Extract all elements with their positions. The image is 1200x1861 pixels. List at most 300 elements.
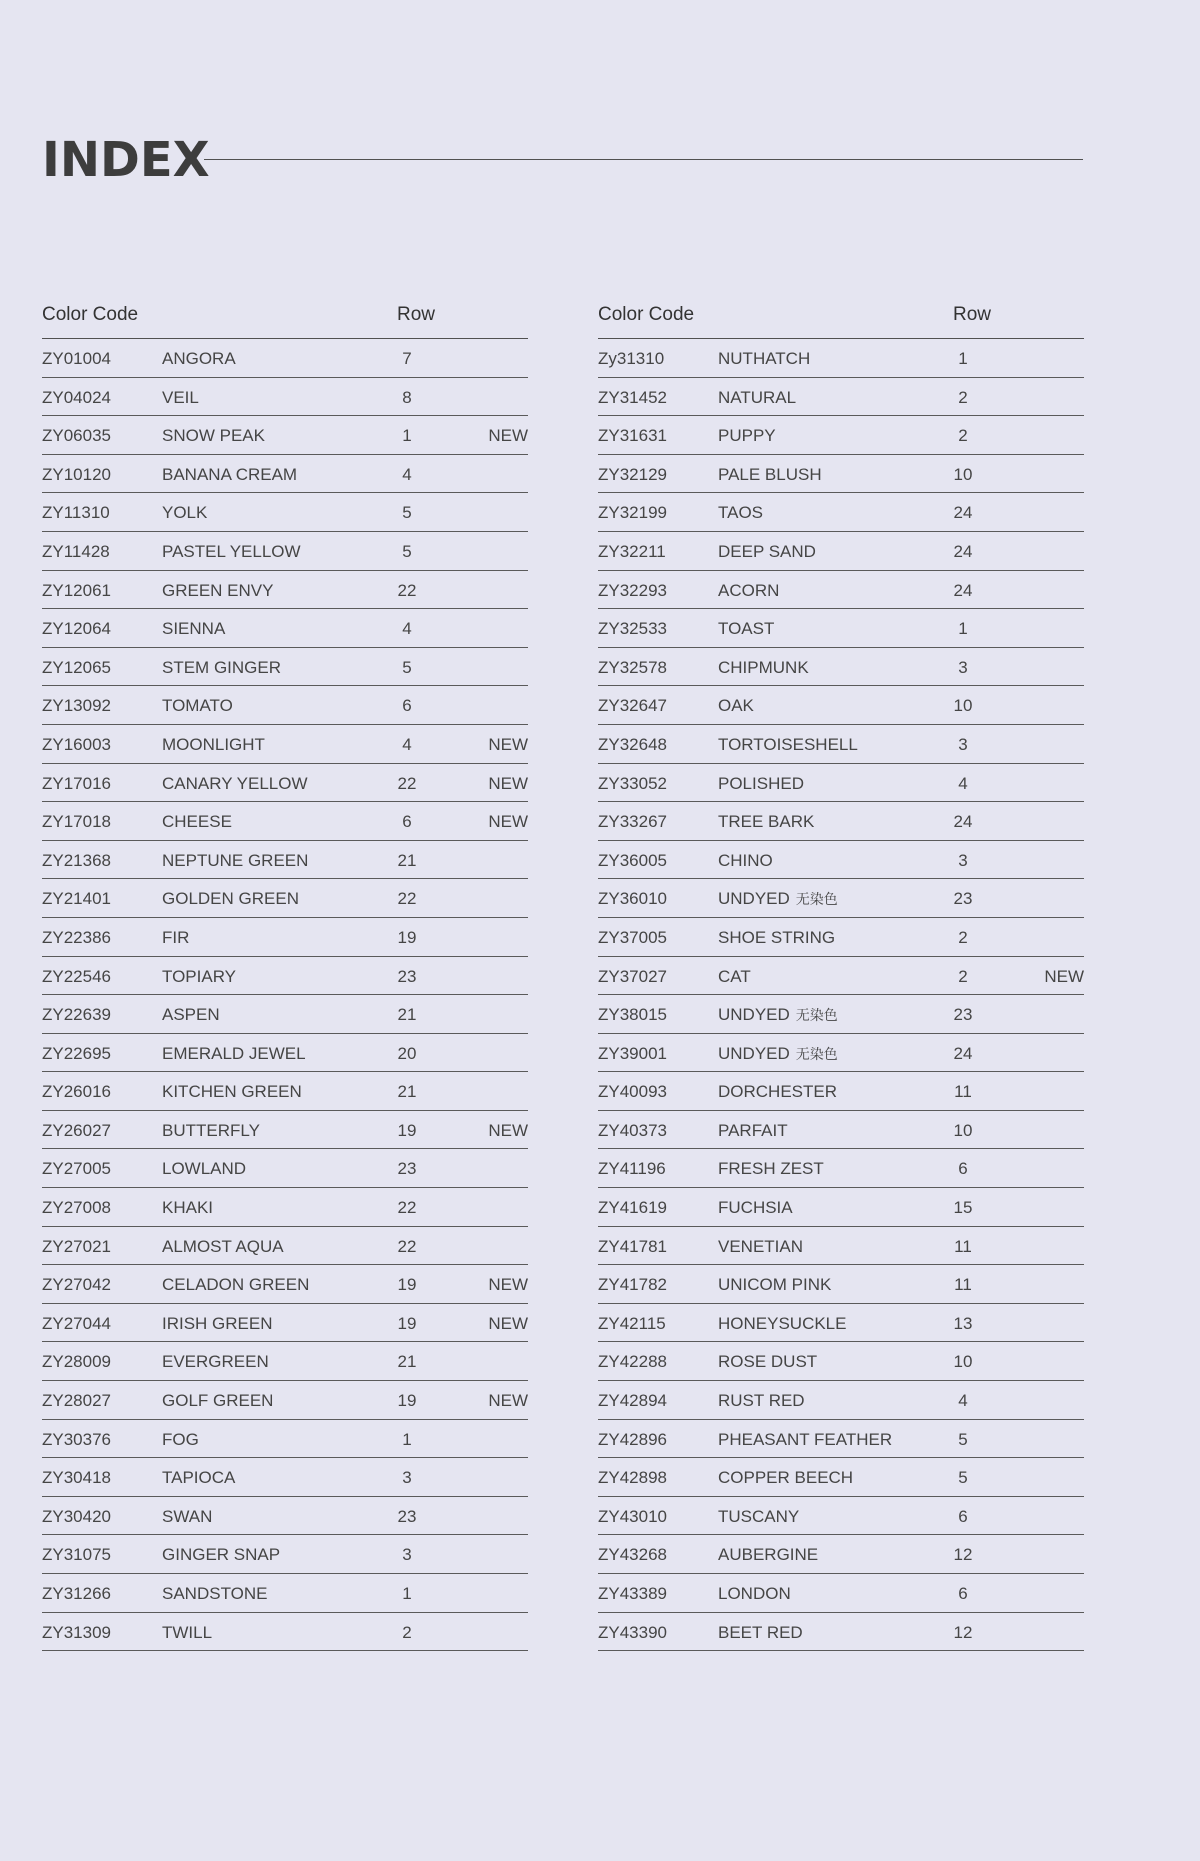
color-name-cell <box>162 696 233 716</box>
table-row <box>42 841 528 880</box>
table-row <box>42 1342 528 1381</box>
color-name-cell <box>718 1198 793 1218</box>
color-code: ZY32648 <box>598 734 667 754</box>
color-name: BEET RED <box>718 1622 803 1642</box>
color-code: ZY27005 <box>42 1159 111 1179</box>
color-name-cell <box>162 735 265 755</box>
row-number: 19 <box>397 1275 417 1295</box>
color-name: TUSCANY <box>718 1506 800 1526</box>
table-row <box>42 957 528 996</box>
table-row <box>598 686 1084 725</box>
row-number: 10 <box>953 696 973 716</box>
row-number: 21 <box>397 1005 417 1025</box>
color-code: ZY42288 <box>598 1352 667 1372</box>
color-code: ZY27042 <box>42 1275 111 1295</box>
table-row <box>598 416 1084 455</box>
color-name: BANANA CREAM <box>162 464 298 484</box>
color-name: ACORN <box>718 580 780 600</box>
color-code: ZY31075 <box>42 1545 111 1565</box>
color-name-cell <box>718 542 816 562</box>
color-code: ZY21368 <box>42 850 111 870</box>
table-row <box>42 764 528 803</box>
color-name-cell <box>162 889 299 909</box>
row-number: 4 <box>402 734 412 754</box>
row-number: 1 <box>402 1584 412 1603</box>
color-name-cell <box>162 812 232 832</box>
table-row <box>598 609 1084 648</box>
index-table-right <box>598 296 1084 1651</box>
table-row <box>42 1149 528 1188</box>
color-name-cell <box>162 619 225 639</box>
color-name-cell <box>718 774 804 794</box>
color-name: LONDON <box>718 1584 791 1603</box>
table-row <box>598 1535 1084 1574</box>
color-name: STEM GINGER <box>162 657 282 677</box>
color-name: DEEP SAND <box>718 541 816 561</box>
color-name: HONEYSUCKLE <box>718 1313 847 1333</box>
table-row <box>598 725 1084 764</box>
color-name-cell <box>162 1430 199 1450</box>
color-code: ZY31631 <box>598 426 667 446</box>
color-code: ZY31266 <box>42 1584 111 1603</box>
table-row <box>598 378 1084 417</box>
color-code: ZY06035 <box>42 426 111 446</box>
color-name: YOLK <box>162 503 208 523</box>
color-name: EVERGREEN <box>162 1352 269 1372</box>
color-name-cell <box>718 1507 799 1527</box>
color-name: PALE BLUSH <box>718 464 822 484</box>
color-code: ZY32211 <box>598 541 666 561</box>
color-name: SIENNA <box>162 619 226 639</box>
color-code: ZY10120 <box>42 464 111 484</box>
color-name: SWAN <box>162 1506 213 1526</box>
color-name-cell <box>718 696 754 716</box>
color-name-cell <box>718 426 776 446</box>
table-row <box>42 1535 528 1574</box>
color-name: ALMOST AQUA <box>162 1236 284 1256</box>
color-name: SNOW PEAK <box>162 426 265 446</box>
color-name: COPPER BEECH <box>718 1468 854 1488</box>
table-row <box>42 686 528 725</box>
color-name: FUCHSIA <box>718 1198 793 1218</box>
table-row <box>42 995 528 1034</box>
color-code: ZY38015 <box>598 1005 667 1025</box>
row-number: 23 <box>397 1159 417 1179</box>
color-name-cell <box>718 967 751 987</box>
table-row <box>598 841 1084 880</box>
row-number: 11 <box>954 1082 972 1102</box>
row-number: 23 <box>397 966 417 986</box>
row-number: 3 <box>402 1468 412 1488</box>
row-number: 12 <box>953 1545 973 1565</box>
color-code: ZY41782 <box>598 1275 667 1295</box>
color-name: AUBERGINE <box>718 1545 819 1565</box>
color-name-cell <box>718 1391 805 1411</box>
table-row <box>42 416 528 455</box>
color-name-cell <box>718 735 858 755</box>
color-name: FRESH ZEST <box>718 1159 824 1179</box>
table-body <box>42 339 528 1651</box>
table-row <box>42 1265 528 1304</box>
table-row <box>42 1574 528 1613</box>
color-code: ZY41781 <box>598 1236 667 1256</box>
row-number: 3 <box>958 850 968 870</box>
table-body <box>598 339 1084 1651</box>
table-row <box>42 802 528 841</box>
title-rule <box>204 159 1083 160</box>
color-name-cell <box>718 1275 831 1295</box>
color-code: ZY12065 <box>42 657 111 677</box>
color-name-cell <box>718 619 774 639</box>
row-number: 19 <box>397 1120 417 1140</box>
new-badge: NEW <box>1044 966 1084 986</box>
color-name-cell <box>718 658 809 678</box>
row-number: 24 <box>953 580 973 600</box>
color-code: ZY43010 <box>598 1506 667 1526</box>
new-badge: NEW <box>488 1120 528 1140</box>
color-name-cell <box>162 928 189 948</box>
row-number: 19 <box>397 1313 417 1333</box>
color-name: TORTOISESHELL <box>718 734 858 754</box>
color-name-cell <box>162 774 308 794</box>
row-number: 6 <box>402 696 412 716</box>
color-name-cell <box>162 1044 306 1064</box>
color-name: POLISHED <box>718 773 804 793</box>
table-row <box>598 648 1084 687</box>
row-number: 20 <box>397 1043 417 1063</box>
color-name: PHEASANT FEATHER <box>718 1429 893 1449</box>
new-badge: NEW <box>488 1313 528 1333</box>
color-name: SANDSTONE <box>162 1584 268 1603</box>
color-name-cell <box>718 1237 803 1257</box>
table-row <box>598 995 1084 1034</box>
color-name: KHAKI <box>162 1198 214 1218</box>
color-code: ZY43268 <box>598 1545 667 1565</box>
row-number: 15 <box>953 1198 973 1218</box>
table-row <box>598 1227 1084 1266</box>
row-number: 23 <box>953 889 973 909</box>
header-color-code: Color Code <box>598 304 695 325</box>
color-name: NEPTUNE GREEN <box>162 850 309 870</box>
color-name-cell <box>718 1121 788 1141</box>
color-name-cell <box>718 1005 838 1025</box>
row-number: 5 <box>958 1468 968 1488</box>
row-number: 13 <box>953 1313 973 1333</box>
color-code: ZY42898 <box>598 1468 667 1488</box>
color-code: ZY22546 <box>42 966 111 986</box>
color-code: ZY42894 <box>598 1391 667 1411</box>
table-row <box>42 1304 528 1343</box>
new-badge: NEW <box>488 734 528 754</box>
table-row <box>42 532 528 571</box>
row-number: 3 <box>958 657 968 677</box>
color-name-cell <box>162 465 297 485</box>
color-code: ZY41619 <box>598 1198 667 1218</box>
color-name-cell <box>162 503 207 523</box>
color-code: ZY12064 <box>42 619 111 639</box>
color-code: ZY37005 <box>598 927 667 947</box>
table-row <box>42 339 528 378</box>
row-number: 22 <box>397 1198 417 1218</box>
table-row <box>598 1149 1084 1188</box>
color-name-cell <box>718 388 796 408</box>
color-code: ZY28009 <box>42 1352 111 1372</box>
color-code: ZY32578 <box>598 657 667 677</box>
color-name: TAPIOCA <box>162 1468 236 1488</box>
color-name: TOAST <box>718 619 775 639</box>
new-badge: NEW <box>488 773 528 793</box>
color-name-cell <box>162 1545 280 1565</box>
table-row <box>42 1497 528 1536</box>
color-name: PASTEL YELLOW <box>162 541 301 561</box>
color-name: SHOE STRING <box>718 927 836 947</box>
page-title: INDEX <box>42 132 210 188</box>
table-row <box>42 1111 528 1150</box>
table-row <box>598 802 1084 841</box>
table-row <box>42 1188 528 1227</box>
color-name: TOMATO <box>162 696 233 716</box>
color-name: KITCHEN GREEN <box>162 1082 302 1102</box>
table-row <box>598 764 1084 803</box>
row-number: 5 <box>402 657 412 677</box>
color-name: NATURAL <box>718 387 797 407</box>
color-name: LOWLAND <box>162 1159 247 1179</box>
table-row <box>598 1111 1084 1150</box>
table-row <box>42 918 528 957</box>
table-row <box>42 493 528 532</box>
table-row <box>598 1420 1084 1459</box>
row-number: 3 <box>958 734 968 754</box>
color-code: ZY33052 <box>598 773 667 793</box>
color-name-cell <box>162 1314 273 1334</box>
color-name: IRISH GREEN <box>162 1313 273 1333</box>
color-name-cell <box>718 503 763 523</box>
row-number: 19 <box>397 927 417 947</box>
color-name-cell <box>162 542 301 562</box>
new-badge: NEW <box>488 812 528 832</box>
color-name-cell <box>162 581 273 601</box>
table-header <box>42 296 528 339</box>
table-row <box>598 1034 1084 1073</box>
color-name: TREE BARK <box>718 812 815 832</box>
new-badge: NEW <box>488 1391 528 1411</box>
color-code: ZY42896 <box>598 1429 667 1449</box>
color-code: ZY04024 <box>42 387 111 407</box>
row-number: 4 <box>402 619 412 639</box>
color-name: TAOS <box>718 503 764 523</box>
color-name-cell <box>162 1623 212 1643</box>
row-number: 5 <box>958 1429 968 1449</box>
color-name-cell <box>162 349 236 369</box>
table-row <box>598 493 1084 532</box>
table-row <box>42 1458 528 1497</box>
color-name-cell <box>718 349 810 369</box>
row-number: 6 <box>958 1506 968 1526</box>
color-name-cell <box>718 889 838 909</box>
new-badge: NEW <box>488 1275 528 1295</box>
color-name-cell <box>718 1545 818 1565</box>
row-number: 19 <box>397 1391 417 1411</box>
color-name-cell <box>718 465 822 485</box>
row-number: 10 <box>953 1120 973 1140</box>
table-row <box>598 1304 1084 1343</box>
table-row <box>42 1381 528 1420</box>
color-name-cell <box>718 1082 837 1102</box>
color-name-cell <box>718 1584 791 1604</box>
row-number: 7 <box>402 349 412 368</box>
color-code: ZY31452 <box>598 387 667 407</box>
color-code: ZY17018 <box>42 812 111 832</box>
color-code: ZY40373 <box>598 1120 667 1140</box>
color-name: PARFAIT <box>718 1120 788 1140</box>
color-name: CAT <box>718 966 751 986</box>
color-code: ZY41196 <box>598 1159 666 1179</box>
color-name: NUTHATCH <box>718 349 811 368</box>
color-name-cell <box>162 658 281 678</box>
row-number: 21 <box>397 850 417 870</box>
row-number: 8 <box>402 387 412 407</box>
row-number: 6 <box>402 812 412 832</box>
color-name: PUPPY <box>718 426 776 446</box>
color-name: EMERALD JEWEL <box>162 1043 306 1063</box>
color-code: ZY22695 <box>42 1043 111 1063</box>
color-name-chinese: 无染色 <box>795 1007 838 1024</box>
row-number: 2 <box>402 1622 412 1642</box>
color-code: ZY21401 <box>42 889 111 909</box>
row-number: 4 <box>958 773 968 793</box>
color-name-cell <box>718 928 835 948</box>
color-name: ASPEN <box>162 1005 220 1025</box>
color-code: ZY30376 <box>42 1429 111 1449</box>
row-number: 5 <box>402 541 412 561</box>
table-row <box>598 1613 1084 1652</box>
row-number: 6 <box>958 1159 968 1179</box>
color-name-cell <box>162 1082 302 1102</box>
color-code: ZY43389 <box>598 1584 667 1603</box>
color-name: MOONLIGHT <box>162 734 265 754</box>
table-row <box>42 1227 528 1266</box>
table-row <box>598 1265 1084 1304</box>
color-code: ZY17016 <box>42 773 111 793</box>
color-name-cell <box>162 1275 309 1295</box>
row-number: 12 <box>953 1622 973 1642</box>
row-number: 24 <box>953 541 973 561</box>
color-name: GOLF GREEN <box>162 1391 274 1411</box>
color-name: BUTTERFLY <box>162 1120 260 1140</box>
color-code: ZY32199 <box>598 503 667 523</box>
color-code: ZY32129 <box>598 464 667 484</box>
row-number: 1 <box>958 619 968 639</box>
color-name: CANARY YELLOW <box>162 773 308 793</box>
row-number: 11 <box>954 1236 972 1256</box>
table-row <box>42 571 528 610</box>
index-table-left <box>42 296 528 1651</box>
table-row <box>598 1458 1084 1497</box>
color-code: ZY27044 <box>42 1313 111 1333</box>
color-name: ANGORA <box>162 349 236 368</box>
color-name-cell <box>718 1430 892 1450</box>
row-number: 24 <box>953 1043 973 1063</box>
color-name-cell <box>162 1121 260 1141</box>
color-code: ZY16003 <box>42 734 111 754</box>
color-name: CHEESE <box>162 812 232 832</box>
color-code: ZY11428 <box>42 541 110 561</box>
color-name: TOPIARY <box>162 966 237 986</box>
color-name-cell <box>162 1391 273 1411</box>
color-name-chinese: 无染色 <box>795 1045 838 1062</box>
color-code: ZY13092 <box>42 696 111 716</box>
color-code: ZY27021 <box>42 1236 111 1256</box>
header-row: Row <box>397 304 436 325</box>
color-code: ZY40093 <box>598 1082 667 1102</box>
color-name: UNDYED <box>718 1005 790 1025</box>
color-code: ZY12061 <box>42 580 111 600</box>
table-row <box>42 1613 528 1652</box>
color-name-cell <box>162 1468 235 1488</box>
color-code: Zy31310 <box>598 349 665 368</box>
color-code: ZY37027 <box>598 966 667 986</box>
color-name-cell <box>162 388 199 408</box>
color-name-cell <box>718 1044 838 1064</box>
row-number: 21 <box>397 1082 417 1102</box>
row-number: 10 <box>953 464 973 484</box>
table-row <box>598 879 1084 918</box>
row-number: 24 <box>953 503 973 523</box>
row-number: 11 <box>954 1275 972 1295</box>
table-row <box>598 1072 1084 1111</box>
table-row <box>42 648 528 687</box>
color-name: GOLDEN GREEN <box>162 889 299 909</box>
color-name-chinese: 无染色 <box>795 891 838 908</box>
color-name-cell <box>718 1623 803 1643</box>
color-name-cell <box>162 1159 246 1179</box>
table-row <box>598 957 1084 996</box>
color-code: ZY28027 <box>42 1391 111 1411</box>
color-code: ZY33267 <box>598 812 667 832</box>
color-name: VENETIAN <box>718 1236 804 1256</box>
color-name: UNDYED <box>718 889 790 909</box>
new-badge: NEW <box>488 426 528 446</box>
color-code: ZY30418 <box>42 1468 111 1488</box>
row-number: 22 <box>397 580 417 600</box>
color-name: RUST RED <box>718 1391 805 1411</box>
color-code: ZY43390 <box>598 1622 667 1642</box>
color-code: ZY27008 <box>42 1198 111 1218</box>
color-name: OAK <box>718 696 754 716</box>
color-name: VEIL <box>162 387 199 407</box>
table-row <box>598 532 1084 571</box>
color-code: ZY39001 <box>598 1043 667 1063</box>
table-row <box>42 1072 528 1111</box>
header-row: Row <box>953 304 992 325</box>
color-name: CHIPMUNK <box>718 657 809 677</box>
table-row <box>598 455 1084 494</box>
row-number: 4 <box>402 464 412 484</box>
row-number: 24 <box>953 812 973 832</box>
color-name: TWILL <box>162 1622 213 1642</box>
row-number: 3 <box>402 1545 412 1565</box>
color-name: UNICOM PINK <box>718 1275 832 1295</box>
color-name-cell <box>162 1198 213 1218</box>
header-color-code: Color Code <box>42 304 139 325</box>
color-name: CELADON GREEN <box>162 1275 310 1295</box>
color-name-cell <box>162 1005 220 1025</box>
table-row <box>598 1188 1084 1227</box>
row-number: 22 <box>397 889 417 909</box>
row-number: 2 <box>958 426 968 446</box>
row-number: 1 <box>402 426 412 446</box>
row-number: 1 <box>958 349 968 368</box>
